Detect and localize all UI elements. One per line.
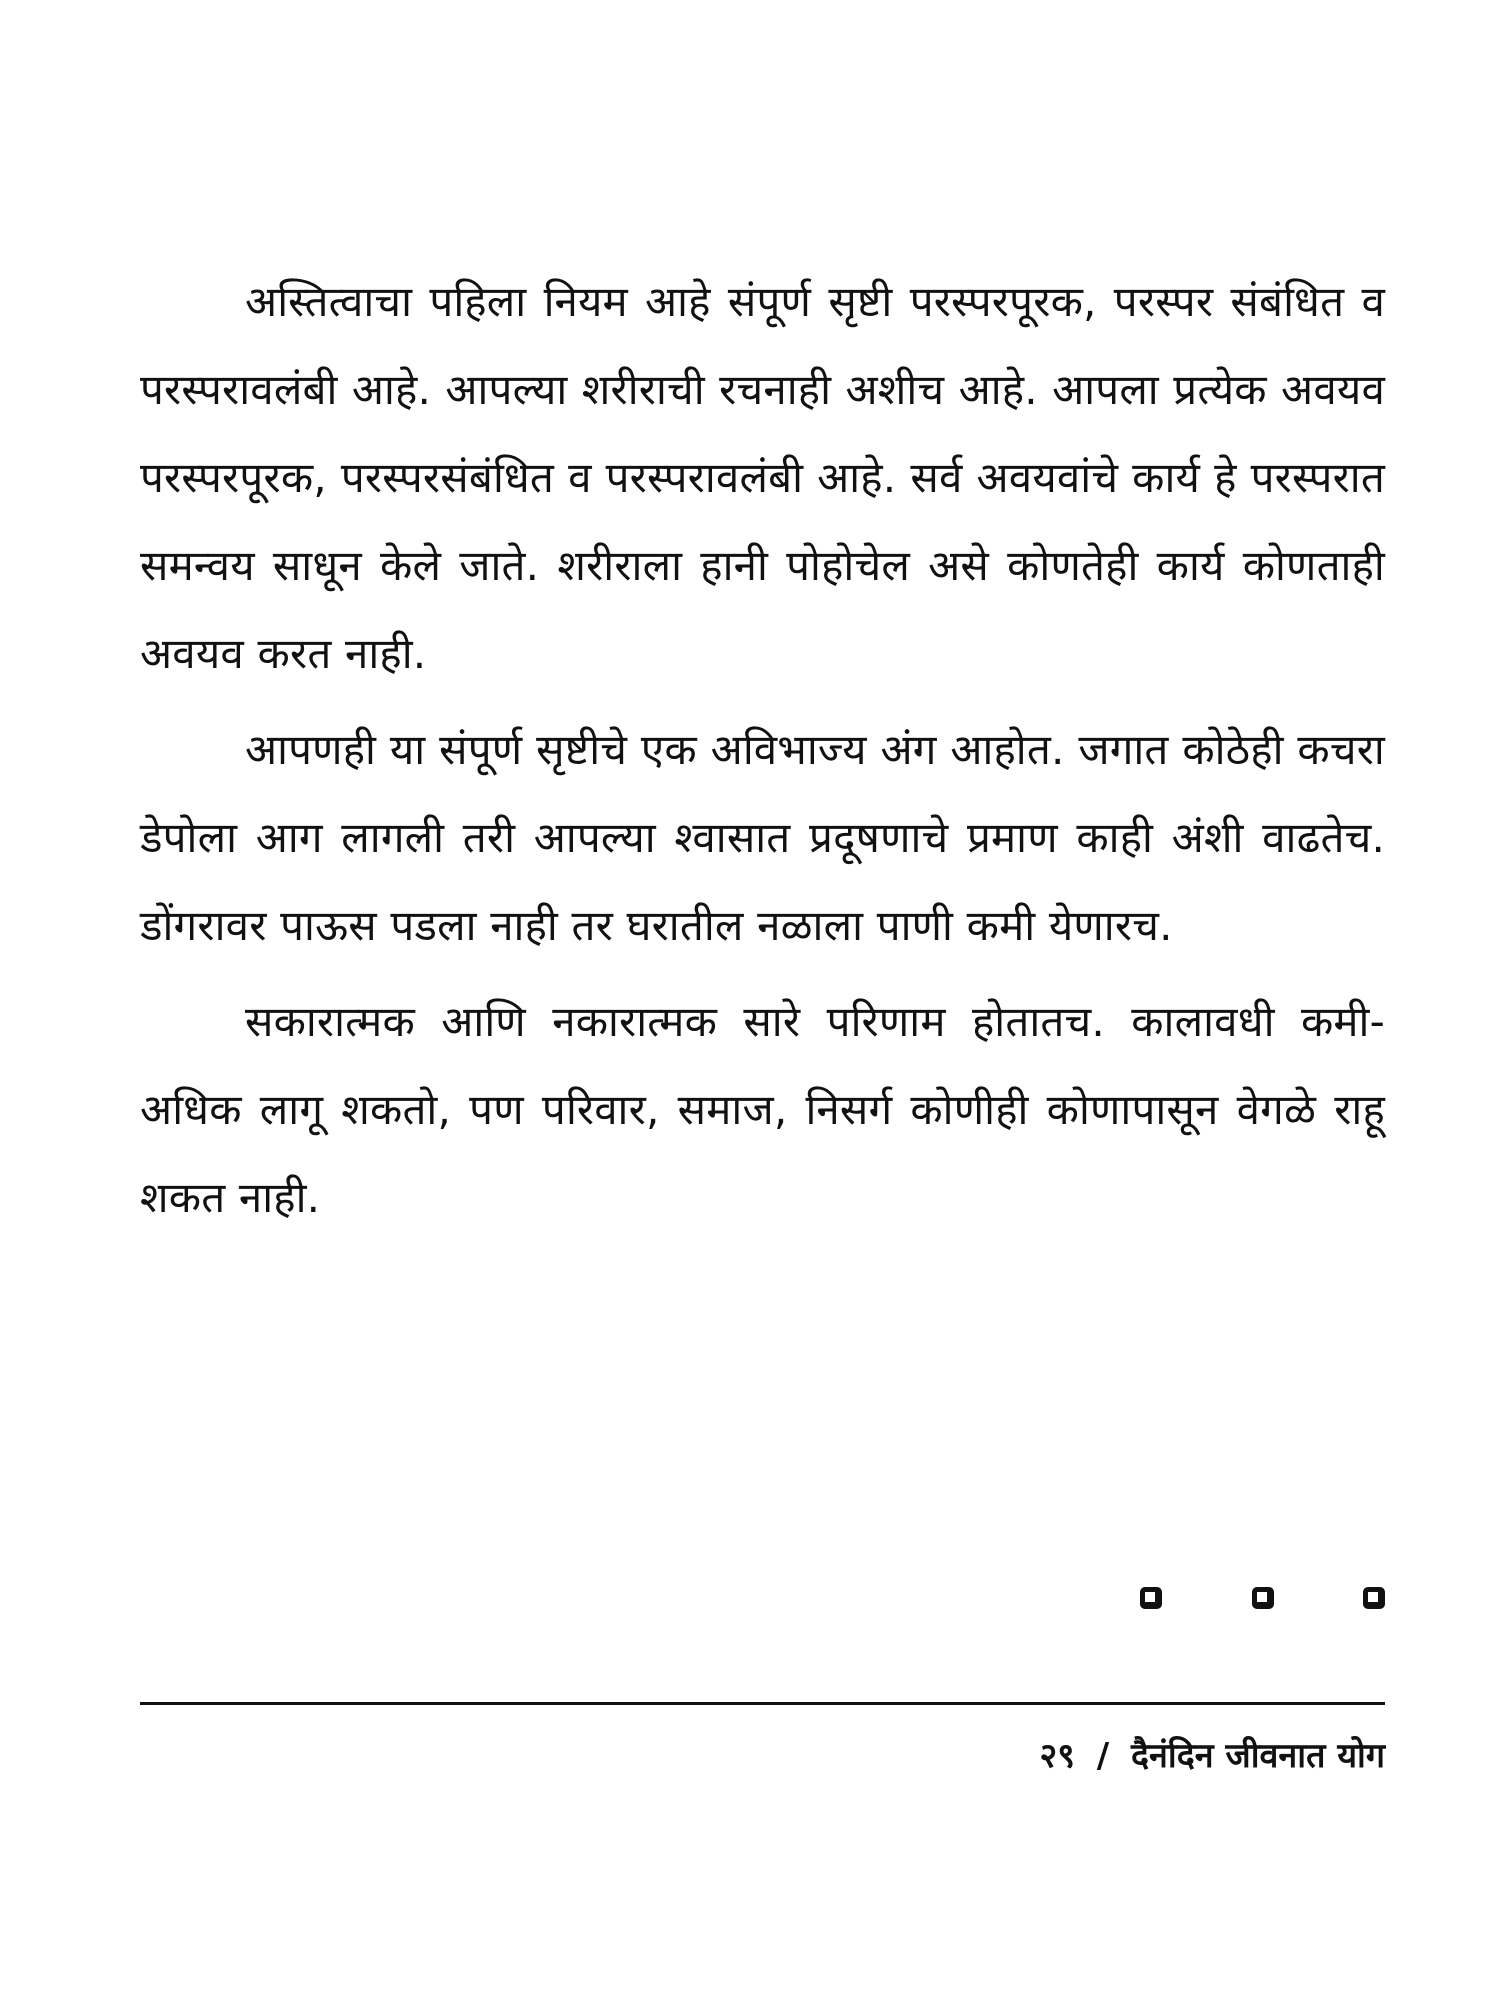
page-footer xyxy=(1040,1728,1385,1784)
end-box-icon xyxy=(1363,1587,1385,1609)
page-number: २९ xyxy=(1039,1736,1075,1776)
footer-divider xyxy=(140,1702,1385,1705)
section-end-marks xyxy=(1140,1587,1385,1609)
paragraph-1: अस्तित्वाचा पहिला नियम आहे संपूर्ण सृष्टी परस्परपूरक, परस्पर संबंधित व परस्परावलंबी आहे. आपल्या शरीराची रचनाही अशीच आहे. आपला प्रत्येक अवयव परस्परपूरक, परस्परसंबंधित व परस्परावलंबी आहे. सर्व अवयवांचे कार्य हे परस्परात समन्वय साधून केले जाते. शरीराला हानी पोहोचेल असे कोणतेही कार्य कोणताही अवयव करत नाही. xyxy=(140,277,1385,678)
end-box-icon xyxy=(1252,1587,1274,1609)
book-title: दैनंदिन जीवनात योग xyxy=(1131,1736,1385,1776)
body-text xyxy=(140,258,1385,1242)
end-box-icon xyxy=(1140,1587,1162,1609)
paragraph-2: आपणही या संपूर्ण सृष्टीचे एक अविभाज्य अंग आहोत. जगात कोठेही कचरा डेपोला आग लागली तरी आपल्या श्वासात प्रदूषणाचे प्रमाण काही अंशी वाढतेच. डोंगरावर पाऊस पडला नाही तर घरातील नळाला पाणी कमी येणारच. xyxy=(140,725,1385,950)
footer-separator: / xyxy=(1096,1736,1110,1776)
paragraph-3: सकारात्मक आणि नकारात्मक सारे परिणाम होतातच. कालावधी कमी-अधिक लागू शकतो, पण परिवार, समाज, निसर्ग कोणीही कोणापासून वेगळे राहू शकत नाही. xyxy=(140,997,1385,1222)
